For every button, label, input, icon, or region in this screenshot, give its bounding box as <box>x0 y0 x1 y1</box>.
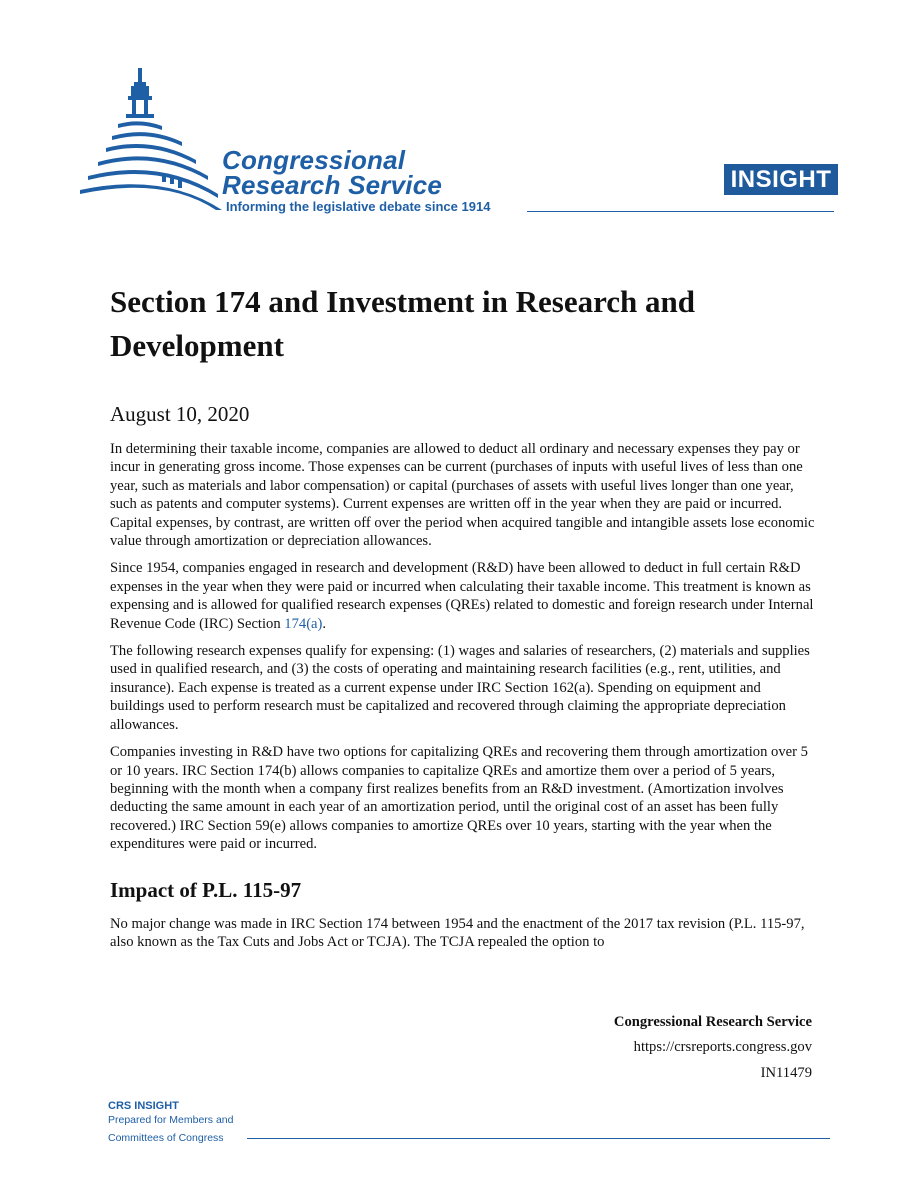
document-date: August 10, 2020 <box>110 402 250 426</box>
footer-report-id: IN11479 <box>760 1065 812 1081</box>
section-heading: Impact of P.L. 115-97 <box>110 877 302 902</box>
body-text <box>110 440 815 960</box>
footer-org: Congressional Research Service <box>613 1014 812 1030</box>
org-tagline: Informing the legislative debate since 1914 <box>226 199 491 214</box>
prepared-for-line-1: Prepared for Members and <box>108 1114 234 1126</box>
org-name-line-2: Research Service <box>222 170 443 200</box>
paragraph: The following research expenses qualify for expensing: (1) wages and salaries of researchers, (2) materials and supplies used in qualified research, and (3) the costs of operating and maintaining research facilities (e.g., rent, utilities, and insurance). Each expense is treated as a current expense under IRC Section 162(a). Spending on equipment and buildings used to perform research must be capitalized and recovered through claiming the appropriate depreciation allowances. <box>110 643 810 733</box>
insight-badge: INSIGHT <box>724 164 838 195</box>
org-name-line-1: Congressional <box>222 145 406 175</box>
paragraph: Companies investing in R&D have two options for capitalizing QREs and recovering them through amortization over 5 or 10 years. IRC Section 174(b) allows companies to capitalize QREs and amortize them over a period of 5 years, beginning with the month when a company first realizes benefits from an R&D investment. (Amortization involves deducting the same amount in each year of an amortization period, until the original cost of an asset has been fully recovered.) IRC Section 59(e) allows companies to amortize QREs over 10 years, starting with the year when the expenditures were paid or incurred. <box>110 744 808 853</box>
paragraph <box>110 559 815 633</box>
paragraph-text: Since 1954, companies engaged in research and development (R&D) have been allowed to deduct in full certain R&D expenses in the year when they were paid or incurred when calculating their taxable income. This treatment is known as expensing and is allowed for qualified research expenses (QREs) related to domestic and foreign research under Internal Revenue Code (IRC) Section <box>110 560 814 632</box>
paragraph: In determining their taxable income, companies are allowed to deduct all ordinary and necessary expenses they pay or incur in generating gross income. Those expenses can be current (purchases of inputs with useful lives of less than one year, such as materials and labor compensation) or capital (purchases of assets with useful lives longer than one year, such as patents and computer systems). Current expenses are written off in the year when they are paid or incurred. Capital expenses, by contrast, are written off over the period when acquired tangible and intangible assets lose economic value through amortization or depreciation allowances. <box>110 441 815 550</box>
footer-rule <box>247 1138 830 1139</box>
crs-capitol-dome-logo <box>78 64 223 214</box>
irc-174a-link[interactable]: 174(a) <box>284 615 323 632</box>
tagline-rule <box>527 211 834 212</box>
footer-url[interactable]: https://crsreports.congress.gov <box>633 1039 812 1055</box>
document-title: Section 174 and Investment in Research and Development <box>110 284 696 363</box>
paragraph: No major change was made in IRC Section 174 between 1954 and the enactment of the 2017 tax revision (P.L. 115-97, also known as the Tax Cuts and Jobs Act or TCJA). The TCJA repealed the option to <box>110 915 805 950</box>
paragraph-suffix: . <box>322 615 327 632</box>
prepared-for-line-2: Committees of Congress <box>108 1132 224 1144</box>
crs-insight-label: CRS INSIGHT <box>108 1100 179 1112</box>
